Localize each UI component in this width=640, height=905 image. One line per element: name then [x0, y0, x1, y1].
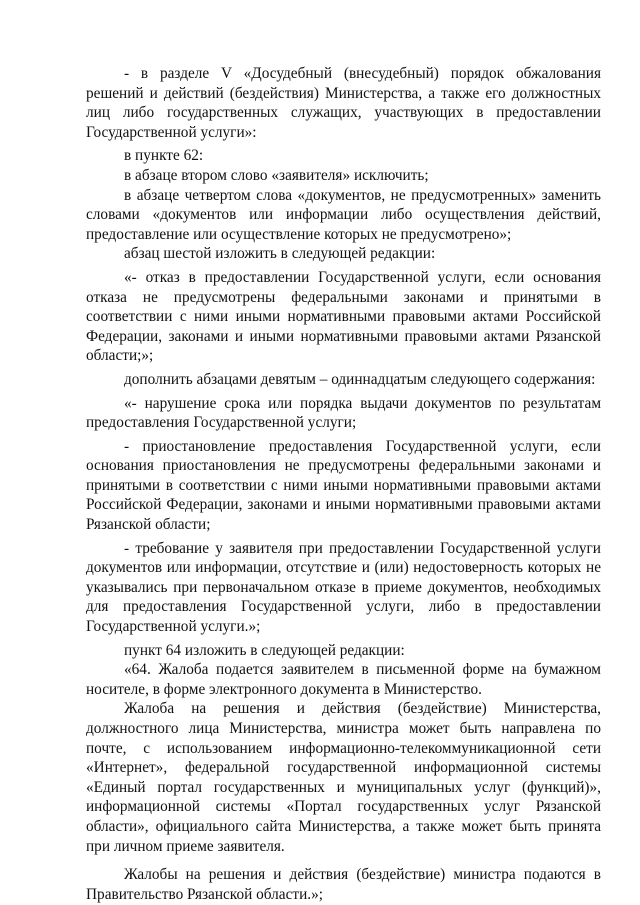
paragraph-trebovanie: - требование у заявителя при предоставлении Государственной услуги документов или информации, отсутствие и (или) недостоверность которых не указывались при первоначальном отказе в приеме документов, необходимых для предоставления Государственной услуги, либо в предоставлении Государственной услуги.»;	[86, 539, 601, 636]
paragraph-priostanovlenie: - приостановление предоставления Государственной услуги, если основания приостановления не предусмотрены федеральными законами и принятыми в соответствии с ними иными нормативными правовыми актами Российской Федерации, законами и иными нормативными правовыми актами Рязанской области;	[86, 437, 601, 534]
paragraph-narushenie: «- нарушение срока или порядка выдачи документов по результатам предоставления Государственной услуги;	[86, 394, 601, 432]
paragraph-section-v: - в разделе V «Досудебный (внесудебный) порядок обжалования решений и действий (бездействия) Министерства, а также его должностных лиц либо государственных служащих, участвующих в предоставлении Государственной услуги»:	[86, 65, 601, 141]
paragraph-zhaloby-ministra: Жалобы на решения и действия (бездействие) министра подаются в Правительство Рязанской области.»;	[86, 866, 601, 903]
paragraph-point-64: пункт 64 изложить в следующей редакции:	[124, 641, 405, 659]
paragraph-add-abzacy: дополнить абзацами девятым – одиннадцатым следующего содержания:	[124, 370, 596, 388]
paragraph-abzac-4: в абзаце четвертом слова «документов, не предусмотренных» заменить словами «документов или информации либо осуществления действий, предоставление или осуществление которых не предусмотрено»;	[86, 186, 601, 243]
paragraph-zhaloba: Жалоба на решения и действия (бездействие) Министерства, должностного лица Министерства, министра может быть направлена по почте, с использованием информационно-телекоммуникационной сети «Интернет», федеральной государственной информационной системы «Единый портал государственных и муниципальных услуг (функций)», информационной системы «Портал государственных услуг Рязанской области», официального сайта Министерства, а также может быть принята при личном приеме заявителя.	[86, 700, 601, 855]
paragraph-abzac-6-text: «- отказ в предоставлении Государственной услуги, если основания отказа не предусмотрены федеральными законами и принятыми в соответствии с ними иными нормативными правовыми актами Российской Федерации, законами и иными нормативными правовыми актами Рязанской области;»;	[86, 268, 601, 365]
paragraph-abzac-6-intro: абзац шестой изложить в следующей редакции:	[124, 245, 436, 263]
document-body	[86, 64, 601, 904]
paragraph-abzac-2: в абзаце втором слово «заявителя» исключить;	[124, 166, 429, 184]
paragraph-64-text: «64. Жалоба подается заявителем в письменной форме на бумажном носителе, в форме электронного документа в Министерство.	[86, 661, 601, 698]
paragraph-point-62: в пункте 62:	[124, 147, 204, 165]
